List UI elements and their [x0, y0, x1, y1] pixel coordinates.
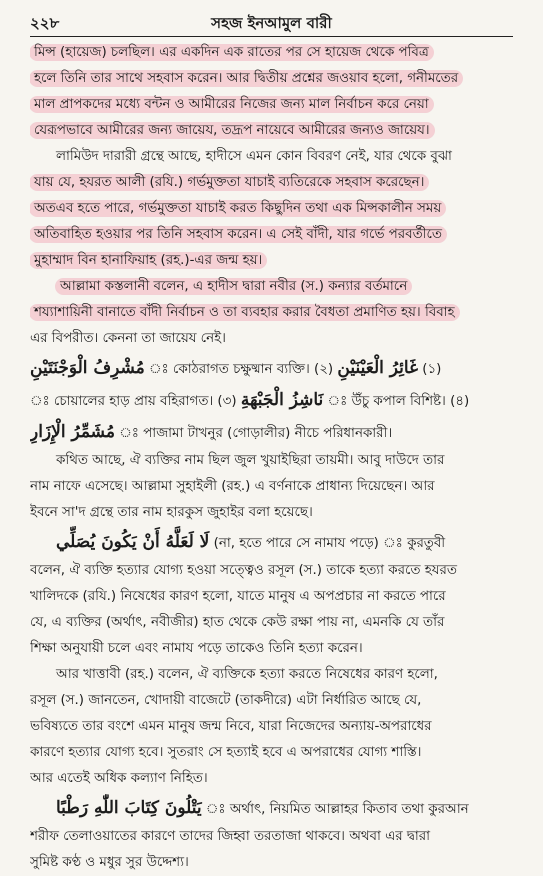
- text-line: শিক্ষা অনুযায়ী চলে এবং নামায পড়ে তাকেও তিনি হত্যা করেন।: [30, 641, 363, 656]
- highlight: মাল প্রাপকদের মধ্যে বন্টন ও আমীরের নিজের জন্য মাল নির্বাচন করে নেয়া: [30, 97, 433, 112]
- term-gloss: ঃ উঁচু কপাল বিশিষ্ট। (৪): [327, 394, 470, 409]
- page-number: ২২৮: [30, 14, 60, 32]
- text-line: [30, 526, 525, 558]
- text-line: [30, 196, 525, 222]
- text-line: [30, 792, 525, 824]
- highlight: যায় যে, হযরত আলী (রযি.) গর্ভমুক্ততা যাচাই ব্যতিরেকে সহবাস করেছেন।: [30, 175, 428, 190]
- text-line: কথিত আছে, ঐ ব্যক্তির নাম ছিল জুল খুয়াইছিরা তায়মী। আবু দাউদে তার: [56, 453, 445, 468]
- text-line: [30, 222, 525, 248]
- text-line: লামিউদ দারারী গ্রন্থে আছে, হাদীসে এমন কোন বিবরণ নেই, যার থেকে বুঝা: [56, 149, 452, 164]
- highlight: মিন্স (হায়েজ) চলছিল। এর একদিন এক রাতের পর সে হায়েজ থেকে পবিত্র: [30, 45, 433, 60]
- text-line: [30, 384, 525, 416]
- text-line: খালিদকে (রযি.) নিষেধের কারণ হলো, যাতে মানুষ এ অপপ্রচার না করতে পারে: [30, 589, 446, 604]
- text-line: [30, 92, 525, 118]
- running-title: সহজ ইনআমুল বারী: [211, 14, 332, 32]
- text-line: আর খাত্তাবী (রহ.) বলেন, ঐ ব্যক্তিকে হত্যা করতে নিষেধের কারণ হলো,: [56, 667, 438, 682]
- term-number: (১): [422, 362, 442, 377]
- highlight: অতএব হতে পারে, গর্ভমুক্ততা যাচাই করত কিছুদিন তথা এক মিন্সকালীন সময়: [30, 201, 445, 216]
- text-line: [30, 118, 525, 144]
- phrase-gloss: (না, হতে পারে সে নামায পড়ে) ঃ কুরতুবী: [213, 536, 446, 551]
- text-line: যে, এ ব্যক্তির (অর্থাৎ, নবীজীর) হাত থেকে কেউ রক্ষা পায় না, এমনকি যে তাঁর: [30, 615, 445, 630]
- text-line: এর বিপরীত। কেননা তা জায়েয নেই।: [30, 331, 226, 346]
- text-line: ভবিষ্যতে তার বংশে এমন মানুষ জন্ম নিবে, যারা নিজেদের অন্যায়-অপরাধের: [30, 719, 432, 734]
- text-line: [30, 248, 525, 274]
- term-gloss: ঃ পাজামা টাখনুর (গোড়ালীর) নীচে পরিধানকারী।: [119, 426, 393, 441]
- arabic-term: نَاشِزُ الْجَبْهَةِ: [240, 390, 324, 410]
- arabic-phrase: لَا لَعَلَّهُ أَنْ يَكُونَ يُصَلِّي: [56, 532, 210, 552]
- term-gloss: ঃ কোঠরাগত চক্ষুষ্মান ব্যক্তি। (২): [148, 362, 334, 377]
- text-line: রসূল (স.) জানতেন, খোদায়ী বাজেটে (তাকদীরে) এটা নির্ধারিত আছে যে,: [30, 693, 422, 708]
- highlight: আল্লামা কস্তলানী বলেন, এ হাদীস দ্বারা নবীর (স.) কন্যার বর্তমানে: [56, 279, 411, 294]
- page-header: [30, 10, 513, 37]
- text-line: ইবনে সা'দ গ্রন্থে তার নাম হারকুস জুহাইর বলা হয়েছে।: [30, 505, 313, 520]
- arabic-term: غَائِرُ الْعَيْنَيْنِ: [337, 358, 418, 378]
- highlight: হলে তিনি তার সাথে সহবাস করেন। আর দ্বিতীয় প্রশ্নের জওয়াব হলো, গনীমতের: [30, 71, 462, 86]
- text-line: [30, 352, 525, 384]
- highlight: অতিবাহিত হওয়ার পর তিনি সহবাস করেন। এ সেই বাঁদী, যার গর্ভে পরবর্তীতে: [30, 227, 446, 242]
- highlight: যেরূপভাবে আমীরের জন্য জায়েয, তদ্রূপ নায়েবে আমীরের জন্যও জায়েয।: [30, 123, 434, 138]
- text-line: [30, 40, 525, 66]
- highlight: মুহাম্মাদ বিন হানাফিয়াহ (রহ.)-এর জন্ম হয়।: [30, 253, 266, 268]
- text-line: সুমিষ্ট কণ্ঠ ও মধুর সুর উদ্দেশ্য।: [30, 855, 189, 870]
- text-line: আর এতেই অধিক কল্যাণ নিহিত।: [30, 771, 208, 786]
- text-line: [30, 66, 525, 92]
- text-line: শরীফ তেলাওয়াতের কারণে তাদের জিহ্বা তরতাজা থাকবে। অথবা এর দ্বারা: [30, 829, 430, 844]
- text-line: নাম নাফে এসেছে। আল্লামা সুহাইলী (রহ.) এ বর্ণনাকে প্রাধান্য দিয়েছেন। আর: [30, 479, 435, 494]
- text-line: [30, 170, 525, 196]
- body-text: [30, 40, 525, 876]
- arabic-term: مُشَمِّرُ الْإِزَارِ: [30, 422, 115, 442]
- text-line: [30, 416, 525, 448]
- text-line: বলেন, ঐ ব্যক্তি হত্যার যোগ্য হওয়া সত্ত্বেও রসূল (স.) তাকে হত্যা করতে হযরত: [30, 563, 457, 578]
- arabic-phrase: يَتْلُونَ كِتَابَ اللّٰهِ رَطْبًا: [56, 798, 202, 818]
- text-line: কারণে হত্যার যোগ্য হবে। সুতরাং সে হত্যাই হবে এ অপরাধের যোগ্য শাস্তি।: [30, 745, 422, 760]
- text-line: [30, 300, 525, 326]
- term-gloss: ঃ চোয়ালের হাড় প্রায় বহিরাগত। (৩): [30, 394, 237, 409]
- phrase-gloss: ঃ অর্থাৎ, নিয়মিত আল্লাহর কিতাব তথা কুরআন: [205, 802, 469, 817]
- text-line: [30, 274, 525, 300]
- highlight: শয্যাশায়িনী বানাতে বাঁদী নির্বাচন ও তা ব্যবহার করার বৈধতা প্রমাণিত হয়। বিবাহ: [30, 305, 459, 320]
- arabic-term: مُشْرِفُ الْوَجْنَتَيْنِ: [30, 358, 145, 378]
